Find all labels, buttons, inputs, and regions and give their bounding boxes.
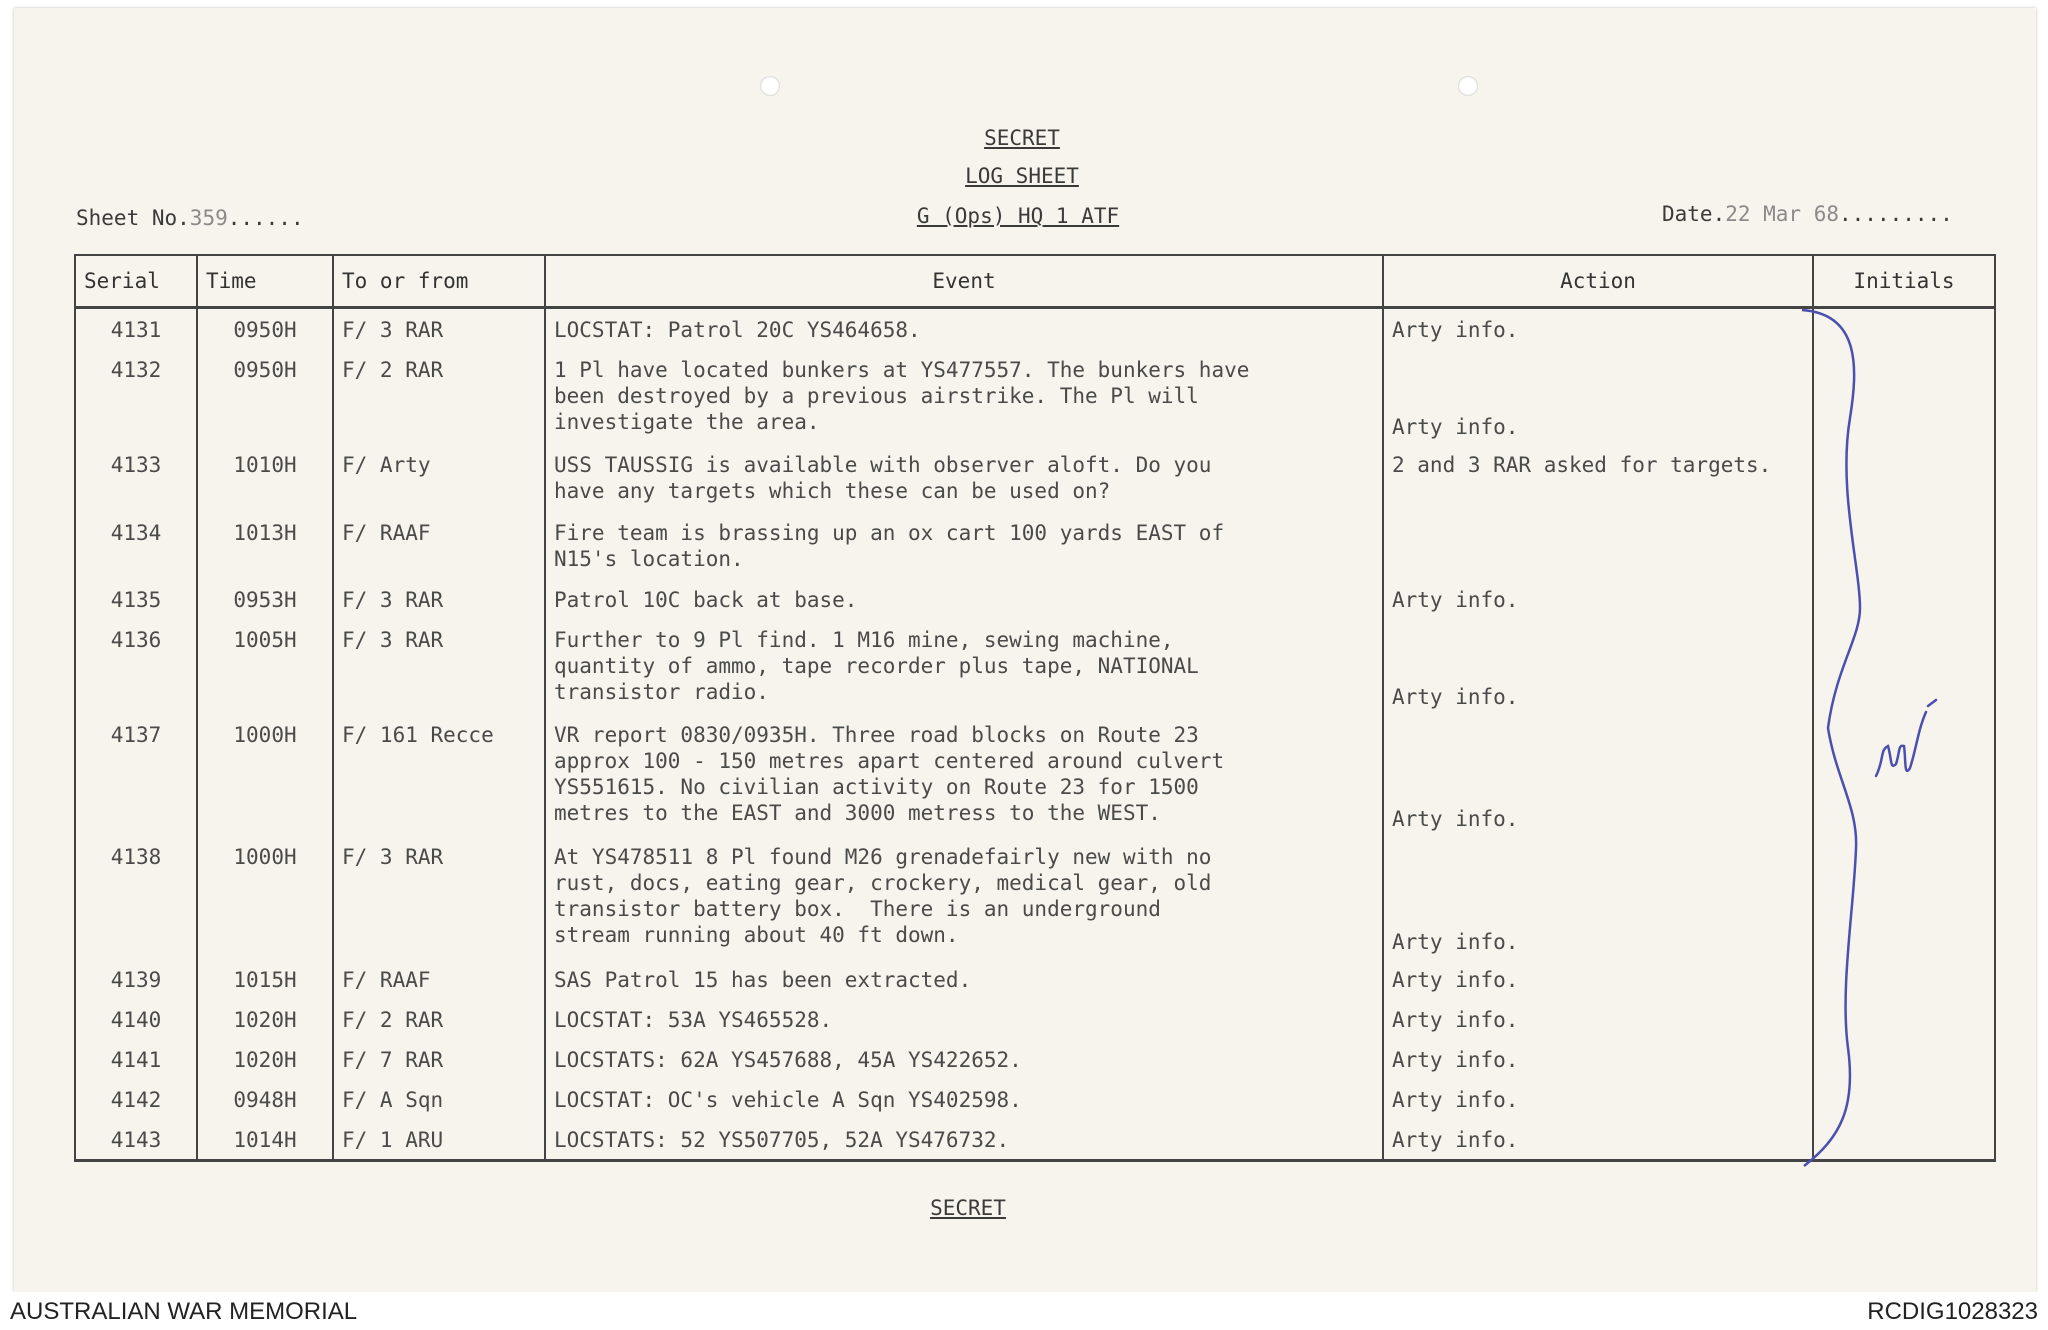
- log-row: [75, 349, 1995, 444]
- log-row: [75, 1079, 1995, 1119]
- log-row: [75, 1039, 1995, 1079]
- cell-event: SAS Patrol 15 has been extracted.: [545, 959, 1383, 999]
- cell-to-from: F/ 3 RAR: [333, 836, 545, 958]
- unit-title: G (Ops) HQ 1 ATF: [916, 204, 1120, 228]
- classification-bottom: SECRET: [930, 1196, 1006, 1220]
- cell-action: Arty info.: [1383, 1039, 1813, 1079]
- table-header-row: [75, 255, 1995, 308]
- cell-serial: 4140: [75, 999, 197, 1039]
- cell-to-from: F/ 3 RAR: [333, 619, 545, 714]
- log-row: [75, 444, 1995, 511]
- cell-serial: 4132: [75, 349, 197, 444]
- col-header-event: Event: [545, 255, 1383, 308]
- date-value: 22 Mar 68: [1725, 202, 1840, 226]
- cell-serial: 4131: [75, 308, 197, 350]
- cell-to-from: F/ 7 RAR: [333, 1039, 545, 1079]
- cell-to-from: F/ 1 ARU: [333, 1119, 545, 1161]
- cell-event: LOCSTATS: 62A YS457688, 45A YS422652.: [545, 1039, 1383, 1079]
- archive-credit: AUSTRALIAN WAR MEMORIAL: [10, 1298, 358, 1325]
- log-row: [75, 836, 1995, 958]
- cell-action: 2 and 3 RAR asked for targets.: [1383, 444, 1813, 511]
- cell-action: Arty info.: [1383, 619, 1813, 714]
- cell-event: LOCSTAT: OC's vehicle A Sqn YS402598.: [545, 1079, 1383, 1119]
- sheet-number-field: Sheet No.359......: [76, 206, 304, 230]
- col-header-initials: Initials: [1813, 255, 1995, 308]
- cell-to-from: F/ 2 RAR: [333, 999, 545, 1039]
- cell-serial: 4138: [75, 836, 197, 958]
- cell-time: 1020H: [197, 999, 333, 1039]
- log-sheet-title: LOG SHEET: [965, 164, 1079, 188]
- cell-event: Patrol 10C back at base.: [545, 579, 1383, 619]
- log-row: [75, 1119, 1995, 1161]
- cell-to-from: F/ 3 RAR: [333, 579, 545, 619]
- archive-reference: RCDIG1028323: [1867, 1298, 2038, 1325]
- cell-time: 0953H: [197, 579, 333, 619]
- log-row: [75, 512, 1995, 579]
- cell-event: VR report 0830/0935H. Three road blocks on Route 23 approx 100 - 150 metres apart centered around culvert YS551615. No civilian activity on Route 23 for 1500 metres to the EAST and 3000 metress to the WEST.: [545, 714, 1383, 836]
- log-row: [75, 579, 1995, 619]
- cell-to-from: F/ Arty: [333, 444, 545, 511]
- cell-serial: 4133: [75, 444, 197, 511]
- col-header-serial: Serial: [75, 255, 197, 308]
- cell-event: LOCSTAT: Patrol 20C YS464658.: [545, 308, 1383, 350]
- date-field: Date.22 Mar 68.........: [1662, 202, 1953, 226]
- cell-time: 1005H: [197, 619, 333, 714]
- cell-action: Arty info.: [1383, 349, 1813, 444]
- date-label: Date.: [1662, 202, 1726, 226]
- cell-event: At YS478511 8 Pl found M26 grenadefairly new with no rust, docs, eating gear, crockery, medical gear, old transistor battery box. There is an underground stream running about 40 ft down.: [545, 836, 1383, 958]
- cell-time: 1000H: [197, 836, 333, 958]
- cell-serial: 4141: [75, 1039, 197, 1079]
- cell-event: LOCSTATS: 52 YS507705, 52A YS476732.: [545, 1119, 1383, 1161]
- log-row: [75, 999, 1995, 1039]
- cell-time: 0950H: [197, 349, 333, 444]
- cell-time: 1000H: [197, 714, 333, 836]
- sheet-number-label: Sheet No.: [76, 206, 190, 230]
- cell-to-from: F/ A Sqn: [333, 1079, 545, 1119]
- cell-event: Further to 9 Pl find. 1 M16 mine, sewing machine, quantity of ammo, tape recorder plus tape, NATIONAL transistor radio.: [545, 619, 1383, 714]
- cell-action: Arty info.: [1383, 1079, 1813, 1119]
- cell-time: 1015H: [197, 959, 333, 999]
- log-body: [75, 308, 1995, 1161]
- cell-to-from: F/ RAAF: [333, 512, 545, 579]
- col-header-time: Time: [197, 255, 333, 308]
- log-row: [75, 619, 1995, 714]
- cell-time: 1013H: [197, 512, 333, 579]
- cell-time: 1010H: [197, 444, 333, 511]
- cell-action: Arty info.: [1383, 999, 1813, 1039]
- cell-time: 0950H: [197, 308, 333, 350]
- cell-to-from: F/ 161 Recce: [333, 714, 545, 836]
- cell-event: Fire team is brassing up an ox cart 100 yards EAST of N15's location.: [545, 512, 1383, 579]
- cell-serial: 4142: [75, 1079, 197, 1119]
- sheet-number-value: 359: [189, 206, 228, 230]
- cell-time: 1020H: [197, 1039, 333, 1079]
- cell-action: Arty info.: [1383, 1119, 1813, 1161]
- col-header-action: Action: [1383, 255, 1813, 308]
- cell-action: Arty info.: [1383, 959, 1813, 999]
- cell-event: USS TAUSSIG is available with observer aloft. Do you have any targets which these can be used on?: [545, 444, 1383, 511]
- cell-serial: 4137: [75, 714, 197, 836]
- cell-to-from: F/ RAAF: [333, 959, 545, 999]
- cell-serial: 4134: [75, 512, 197, 579]
- cell-to-from: F/ 2 RAR: [333, 349, 545, 444]
- punch-hole-left: [760, 76, 780, 96]
- log-row: [75, 714, 1995, 836]
- log-row: [75, 959, 1995, 999]
- punch-hole-right: [1458, 76, 1478, 96]
- cell-to-from: F/ 3 RAR: [333, 308, 545, 350]
- cell-serial: 4135: [75, 579, 197, 619]
- cell-action: Arty info.: [1383, 308, 1813, 350]
- cell-event: 1 Pl have located bunkers at YS477557. The bunkers have been destroyed by a previous airstrike. The Pl will investigate the area.: [545, 349, 1383, 444]
- col-header-to-from: To or from: [333, 255, 545, 308]
- cell-action: Arty info.: [1383, 579, 1813, 619]
- classification-top: SECRET: [984, 126, 1060, 150]
- log-table: [74, 254, 1996, 1162]
- cell-action: [1383, 512, 1813, 579]
- initials-signature-mark: [1870, 690, 1940, 800]
- cell-event: LOCSTAT: 53A YS465528.: [545, 999, 1383, 1039]
- cell-time: 0948H: [197, 1079, 333, 1119]
- cell-serial: 4139: [75, 959, 197, 999]
- cell-time: 1014H: [197, 1119, 333, 1161]
- cell-serial: 4136: [75, 619, 197, 714]
- cell-action: Arty info.: [1383, 836, 1813, 958]
- initials-brace-mark: [1800, 308, 1880, 1168]
- log-row: [75, 308, 1995, 350]
- cell-action: Arty info.: [1383, 714, 1813, 836]
- cell-serial: 4143: [75, 1119, 197, 1161]
